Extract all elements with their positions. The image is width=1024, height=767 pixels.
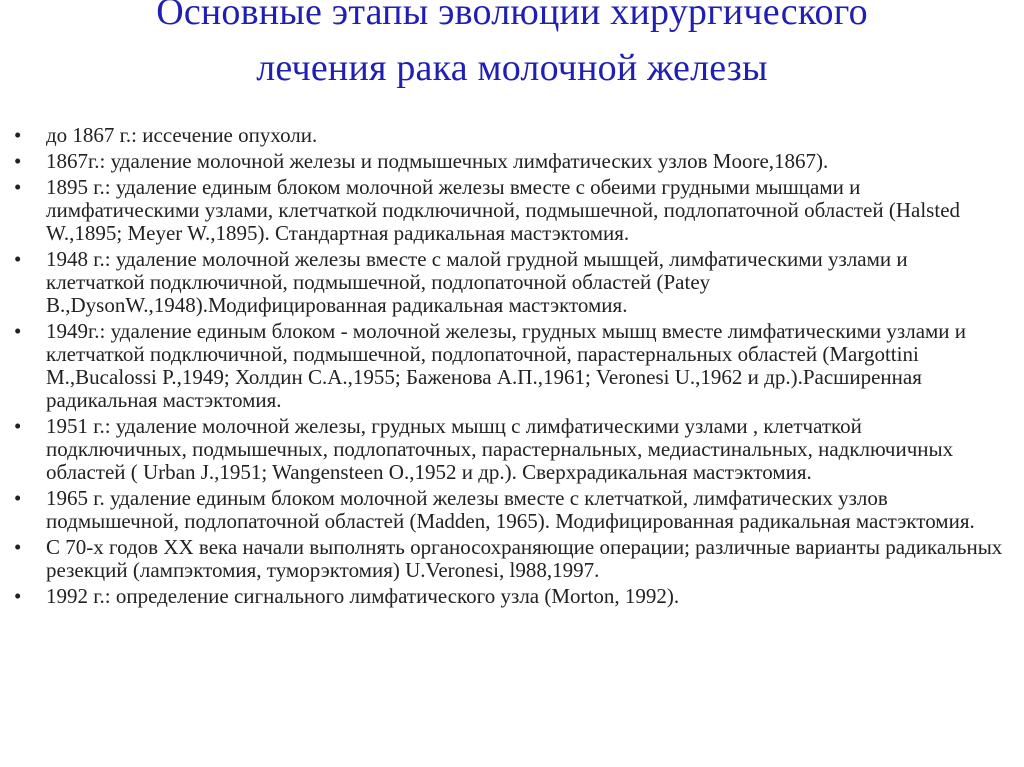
bullet-item-1949 <box>14 320 1004 412</box>
bullet-item-1948 <box>14 248 1004 317</box>
bullet-marker-icon: • <box>14 123 22 147</box>
bullet-item-1951 <box>14 415 1004 484</box>
bullet-text: до 1867 г.: иссечение опухоли. <box>46 123 318 147</box>
bullet-marker-icon: • <box>14 175 22 199</box>
bullet-item-1867 <box>14 150 1004 173</box>
bullet-text: 1965 г. удаление единым блоком молочной железы вместе с клетчаткой, лимфатических узлов подмышечной, подлопаточной областей (Madden, 1965). Модифицированная радикальная мастэктомия. <box>46 486 975 533</box>
bullet-marker-icon: • <box>14 149 22 173</box>
bullet-list <box>14 124 1004 611</box>
bullet-text: С 70-х годов ХХ века начали выполнять органосохраняющие операции; различные варианты радикальных резекций (лампэктомия, туморэктомия) U.Veronesi, l988,1997. <box>46 535 1003 582</box>
bullet-marker-icon: • <box>14 414 22 438</box>
bullet-marker-icon: • <box>14 319 22 343</box>
bullet-text: 1949г.: удаление единым блоком - молочной железы, грудных мышц вместе лимфатическими узлами и клетчаткой подключичной, подмышечной, подлопаточной, парастернальных областей (Margottini M.,Bucalossi P.,1949; Холдин С.А.,1955; Баженова А.П.,1961; Veronesi U.,1962 и др.).Расширенная радикальная мастэктомия. <box>46 319 967 412</box>
slide-title <box>0 0 1024 96</box>
bullet-text: 1895 г.: удаление единым блоком молочной железы вместе с обеими грудными мышцами и лимфатическими узлами, клетчаткой подключичной, подмышечной, подлопаточной областей (Halsted W.,1895; Meyer W.,1895). Стандартная радикальная мастэктомия. <box>46 175 961 245</box>
title-line-2: лечения рака молочной железы <box>256 47 768 89</box>
bullet-text: 1867г.: удаление молочной железы и подмышечных лимфатических узлов Moore,1867). <box>46 149 829 173</box>
bullet-text: 1948 г.: удаление молочной железы вместе с малой грудной мышцей, лимфатическими узлами и клетчаткой подключичной, подмышечной, подлопаточной областей (Patey B.,DysonW.,1948).Модифицированная радикальная мастэктомия. <box>46 247 908 317</box>
bullet-item-1867-before <box>14 124 1004 147</box>
bullet-item-1970s <box>14 536 1004 582</box>
bullet-marker-icon: • <box>14 535 22 559</box>
bullet-item-1992 <box>14 585 1004 608</box>
bullet-text: 1992 г.: определение сигнального лимфатического узла (Morton, 1992). <box>46 584 680 608</box>
title-line-1: Основные этапы эволюции хирургического <box>156 0 868 33</box>
bullet-marker-icon: • <box>14 247 22 271</box>
bullet-marker-icon: • <box>14 584 22 608</box>
bullet-item-1965 <box>14 487 1004 533</box>
bullet-item-1895 <box>14 176 1004 245</box>
bullet-text: 1951 г.: удаление молочной железы, грудных мышц с лимфатическими узлами , клетчаткой подключичных, подмышечных, подлопаточных, парастернальных, медиастинальных, надключичных областей ( Urban J.,1951; Wangensteen O.,1952 и др.). Сверхрадикальная мастэктомия. <box>46 414 954 484</box>
bullet-marker-icon: • <box>14 486 22 510</box>
